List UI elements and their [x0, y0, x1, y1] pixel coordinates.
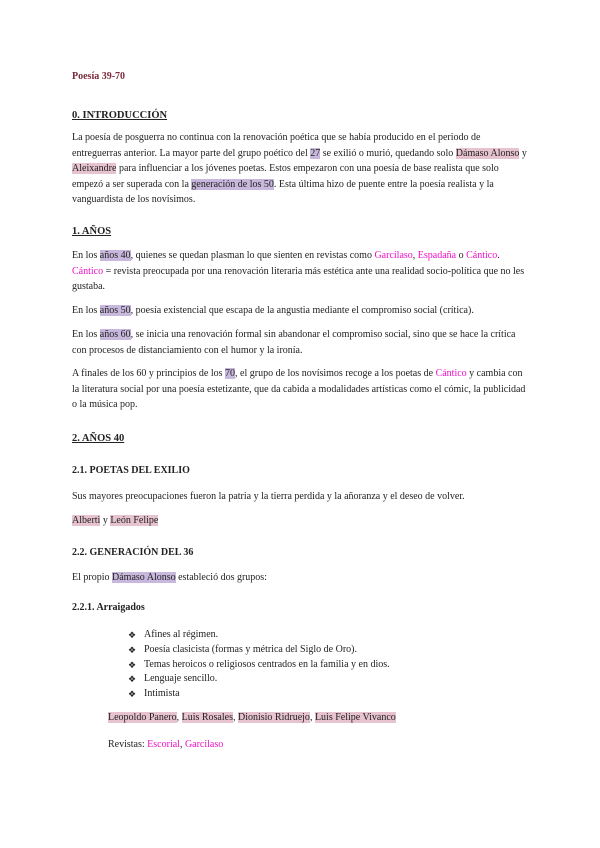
- highlight: años 60: [99, 329, 131, 340]
- text: ,: [412, 250, 418, 261]
- anos-paragraph-1: [72, 248, 528, 295]
- heading-introduccion: 0. INTRODUCCIÓN: [72, 110, 168, 121]
- poet-name: Luis Rosales: [181, 712, 233, 723]
- text: , quienes se quedan plasman lo que sienten en revistas como: [130, 250, 375, 261]
- revista-name: Escorial: [147, 739, 180, 750]
- list-item: [128, 672, 390, 687]
- text: En los: [72, 329, 100, 340]
- text: = revista preocupada por una renovación literaria más estética ante una realidad socio-política que no les gustaba.: [72, 265, 525, 292]
- text: ,: [309, 712, 315, 723]
- list-item: [128, 687, 390, 702]
- poet-name: Alberti: [72, 515, 101, 526]
- text: se exilió o murió, quedando solo: [320, 147, 456, 159]
- diamond-bullet-icon: ❖: [128, 644, 137, 655]
- arraigados-poets: [108, 710, 528, 726]
- text: .: [497, 250, 500, 261]
- generacion-paragraph: [72, 570, 528, 586]
- exilio-paragraph: Sus mayores preocupaciones fueron la patria y la tierra perdida y la añoranza y el deseo de volver.: [72, 491, 465, 502]
- text: , el grupo de los novísimos recoge a los poetas de: [235, 368, 436, 379]
- text: , poesía existencial que escapa de la angustia mediante el compromiso social (crítica).: [130, 305, 474, 316]
- text: En los: [72, 250, 100, 261]
- highlight: Dámaso Alonso: [112, 572, 176, 583]
- highlight: 70: [225, 368, 236, 379]
- heading-arraigados: 2.2.1. Arraigados: [72, 602, 145, 613]
- poet-name: León Felipe: [110, 515, 159, 526]
- list-item-text: Temas heroicos o religiosos centrados en la familia y en dios.: [144, 658, 390, 670]
- arraigados-revistas: [108, 737, 528, 753]
- document-title: Poesía 39-70: [72, 71, 126, 82]
- text: En los: [72, 305, 100, 316]
- text: ,: [179, 739, 185, 750]
- list-item: [128, 628, 390, 643]
- text: y: [519, 147, 527, 159]
- text: . Esta última hizo de puente entre la poesía realista y la vanguardista de los novísimos.: [72, 178, 494, 205]
- highlight: generación de los 50: [191, 178, 274, 190]
- text: A finales de los 60 y principios de los: [72, 368, 226, 379]
- heading-anos-40: 2. AÑOS 40: [72, 433, 125, 444]
- list-item: [128, 643, 390, 658]
- list-item-text: Afines al régimen.: [144, 629, 219, 640]
- revista-name: Garcilaso: [374, 250, 413, 261]
- text: ,: [176, 712, 182, 723]
- heading-generacion-36: 2.2. GENERACIÓN DEL 36: [72, 547, 194, 558]
- heading-poetas-exilio: 2.1. POETAS DEL EXILIO: [72, 465, 190, 476]
- highlight: años 40: [99, 250, 131, 261]
- text: estableció dos grupos:: [175, 572, 267, 583]
- highlight: años 50: [99, 305, 131, 316]
- poet-name: Luis Felipe Vivanco: [314, 712, 396, 723]
- list-item-text: Intimista: [144, 688, 180, 700]
- text: para influenciar a los jóvenes poetas. Estos empezaron con una poesía de base realista que solo empezó a ser superada con la: [72, 163, 499, 190]
- list-item-text: Poesía clasicista (formas y métrica del Siglo de Oro).: [144, 643, 357, 655]
- list-item: [128, 658, 390, 673]
- anos-paragraph-3: [72, 327, 528, 358]
- arraigados-feature-list: [128, 628, 390, 702]
- exilio-poets: [72, 513, 528, 529]
- text: , se inicia una renovación formal sin abandonar el compromiso social, sino que se hace la crítica con procesos de distanciamiento con el humor y la ironía.: [72, 329, 516, 356]
- diamond-bullet-icon: ❖: [128, 674, 137, 685]
- poet-name: Leopoldo Panero: [108, 712, 177, 723]
- intro-paragraph: [72, 130, 528, 208]
- text: El propio: [72, 572, 112, 583]
- revista-name: Cántico: [72, 265, 104, 277]
- revista-name: Garcilaso: [184, 739, 224, 750]
- list-item-text: Lenguaje sencillo.: [144, 673, 218, 685]
- highlight: 27: [310, 147, 321, 159]
- anos-paragraph-4: [72, 366, 528, 413]
- text: y: [100, 515, 111, 526]
- text: y cambia con la literatura social por una poesía estetizante, que da cabida a modalidades artísticas como el cómic, la publicidad o la música pop.: [72, 368, 526, 410]
- heading-anos: 1. AÑOS: [72, 226, 112, 237]
- text: La poesía de posguerra no continua con la renovación poética que se había producido en el periodo de entreguerras anterior. La mayor parte del grupo poético del: [72, 132, 481, 159]
- anos-paragraph-2: [72, 303, 528, 319]
- revista-name: Espadaña: [417, 250, 457, 261]
- revista-name: Cántico: [435, 368, 467, 379]
- diamond-bullet-icon: ❖: [128, 630, 137, 640]
- diamond-bullet-icon: ❖: [128, 689, 137, 700]
- highlight: Dámaso Alonso: [455, 147, 520, 159]
- text: Revistas:: [108, 739, 148, 750]
- revista-name: Cántico: [466, 250, 498, 261]
- poet-name: Dionisio Ridruejo: [237, 712, 310, 723]
- text: o: [456, 250, 467, 261]
- highlight: Aleixandre: [72, 163, 117, 174]
- diamond-bullet-icon: ❖: [128, 659, 137, 670]
- text: ,: [232, 712, 238, 723]
